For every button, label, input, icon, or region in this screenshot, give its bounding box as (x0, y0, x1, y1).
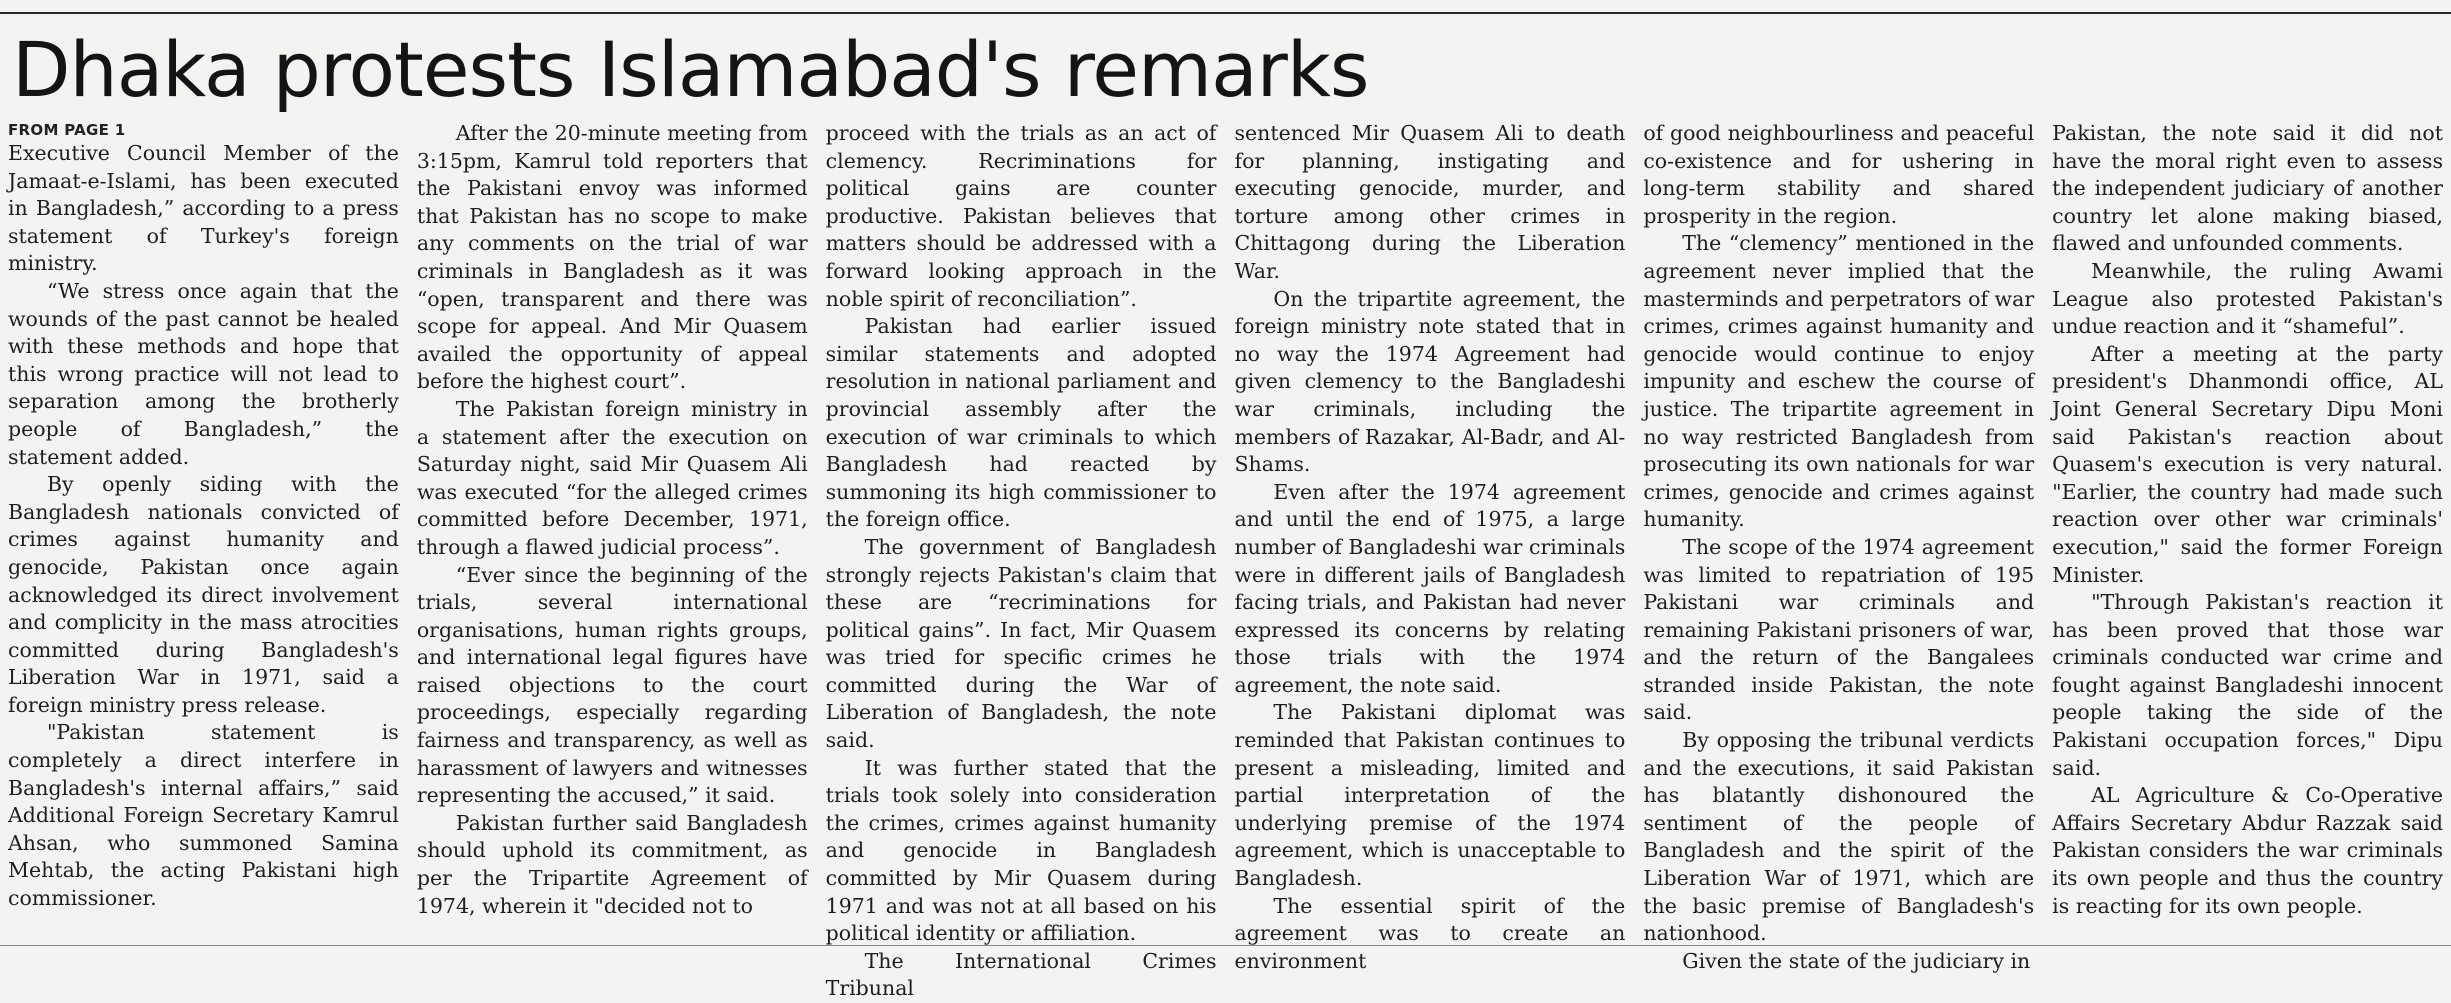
paragraph: Executive Council Member of the Jamaat-e-Islami, has been executed in Bangladesh,” according to a press statement of Turkey's foreign ministry. (8, 141, 399, 276)
paragraph: "Pakistan statement is completely a direct interfere in Bangladesh's internal affairs,” said Additional Foreign Secretary Kamrul Ahsan, who summoned Samina Mehtab, the acting Pakistani high commissioner. (8, 720, 399, 911)
top-rule (0, 12, 2451, 14)
paragraph: Pakistan, the note said it did not have the moral right even to assess the independent judiciary of another country let alone making biased, flawed and unfounded comments. (2052, 121, 2443, 256)
paragraph: Pakistan further said Bangladesh should uphold its commitment, as per the Tripartite Agreement of 1974, wherein it "decided not to (416, 810, 808, 918)
paragraph: The government of Bangladesh strongly rejects Pakistan's claim that these are “recriminations for political gains”. In fact, Mir Quasem was tried for specific crimes he committed during the War of Liberation of Bangladesh, the note said. (825, 534, 1217, 753)
paragraph: After a meeting at the party president's Dhanmondi office, AL Joint General Secretary Dipu Moni said Pakistan's reaction about Quasem's execution is very natural. "Earlier, the country had made such reaction over other war criminals' execution," said the former Foreign Minister. (2052, 341, 2443, 587)
paragraph: The International Crimes Tribunal (825, 948, 1217, 1001)
headline: Dhaka protests Islamabad's remarks (12, 25, 1369, 114)
paragraph: The Pakistani diplomat was reminded that Pakistan continues to present a misleading, limited and partial interpretation of the underlying premise of the 1974 agreement, which is unacceptable to Bangladesh. (1234, 700, 1626, 891)
paragraph: Meanwhile, the ruling Awami League also protested Pakistan's undue reaction and it “shameful”. (2052, 258, 2443, 339)
column-2 (417, 120, 808, 940)
paragraph: "Through Pakistan's reaction it has been proved that those war criminals conducted war crime and fought against Bangladeshi innocent people taking the side of the Pakistani occupation forces," Dipu said. (2052, 590, 2443, 780)
paragraph: of good neighbourliness and peaceful co-existence and for ushering in long-term stability and shared prosperity in the region. (1643, 121, 2035, 228)
paragraph: The scope of the 1974 agreement was limited to repatriation of 195 Pakistani war criminals and remaining Pakistani prisoners of war, and the return of the Bangalees stranded inside Pakistan, the note said. (1643, 534, 2035, 725)
paragraph: Even after the 1974 agreement and until the end of 1975, a large number of Bangladeshi war criminals were in different jails of Bangladesh facing trials, and Pakistan had never expressed its concerns by relating those trials with the 1974 agreement, the note said. (1234, 479, 1626, 697)
column-5 (1643, 120, 2035, 973)
paragraph: proceed with the trials as an act of clemency. Recriminations for political gains are counter productive. Pakistan believes that matters should be addressed with a forward looking approach in the noble spirit of reconciliation”. (825, 121, 1217, 311)
column-4 (1234, 120, 1626, 973)
paragraph: The “clemency” mentioned in the agreement never implied that the masterminds and perpetrators of war crimes, crimes against humanity and genocide would continue to enjoy impunity and eschew the course of justice. The tripartite agreement in no way restricted Bangladesh from prosecuting its own nationals for war crimes, genocide and crimes against humanity. (1643, 231, 2035, 532)
article-columns (8, 120, 2443, 1001)
paragraph: “Ever since the beginning of the trials, several international organisations, human rights groups, and international legal figures have raised objections to the court proceedings, especially regarding fairness and transparency, as well as harassment of lawyers and witnesses representing the accused,” it said. (416, 562, 808, 808)
paragraph: By opposing the tribunal verdicts and the executions, it said Pakistan has blatantly dishonoured the sentiment of the people of Bangladesh and the spirit of the Liberation War of 1971, which are the basic premise of Bangladesh's nationhood. (1643, 728, 2035, 946)
bottom-rule (0, 945, 2451, 946)
paragraph: Pakistan had earlier issued similar statements and adopted resolution in national parliament and provincial assembly after the execution of war criminals to which Bangladesh had reacted by summoning its high commissioner to the foreign office. (825, 314, 1217, 532)
paragraph: It was further stated that the trials took solely into consideration the crimes, crimes against humanity and genocide in Bangladesh committed by Mir Quasem during 1971 and was not at all based on his political identity or affiliation. (825, 755, 1217, 946)
paragraph: AL Agriculture & Co-Operative Affairs Secretary Abdur Razzak said Pakistan considers the war criminals its own people and thus the country is reacting for its own people. (2052, 783, 2443, 918)
folio-label: FROM PAGE 1 (8, 121, 126, 139)
column-3 (825, 120, 1217, 1001)
paragraph: By openly siding with the Bangladesh nationals convicted of crimes against humanity and genocide, Pakistan once again acknowledged its direct involvement and complicity in the mass atrocities committed during Bangladesh's Liberation War in 1971, said a foreign ministry press release. (8, 472, 399, 717)
paragraph: After the 20-minute meeting from 3:15pm, Kamrul told reporters that the Pakistani envoy was informed that Pakistan has no scope to make any comments on the trial of war criminals in Bangladesh as it was “open, transparent and there was scope for appeal. And Mir Quasem availed the opportunity of appeal before the highest court”. (416, 121, 808, 394)
paragraph: Given the state of the judiciary in (1682, 948, 2031, 973)
paragraph: sentenced Mir Quasem Ali to death for planning, instigating and executing genocide, murder, and torture among other crimes in Chittagong during the Liberation War. (1234, 121, 1626, 283)
paragraph: The Pakistan foreign ministry in a statement after the execution on Saturday night, said Mir Quasem Ali was executed “for the alleged crimes committed before December, 1971, through a flawed judicial process”. (416, 396, 808, 559)
column-6 (2052, 120, 2443, 940)
paragraph: On the tripartite agreement, the foreign ministry note stated that in no way the 1974 Agreement had given clemency to the Bangladeshi war criminals, including the members of Razakar, Al-Badr, and Al-Shams. (1234, 286, 1626, 477)
column-1 (8, 120, 399, 940)
paragraph: “We stress once again that the wounds of the past cannot be healed with these methods and hope that this wrong practice will not lead to separation among the brotherly people of Bangladesh,” the statement added. (8, 278, 399, 469)
paragraph: The essential spirit of the agreement was to create an environment (1234, 893, 1626, 973)
